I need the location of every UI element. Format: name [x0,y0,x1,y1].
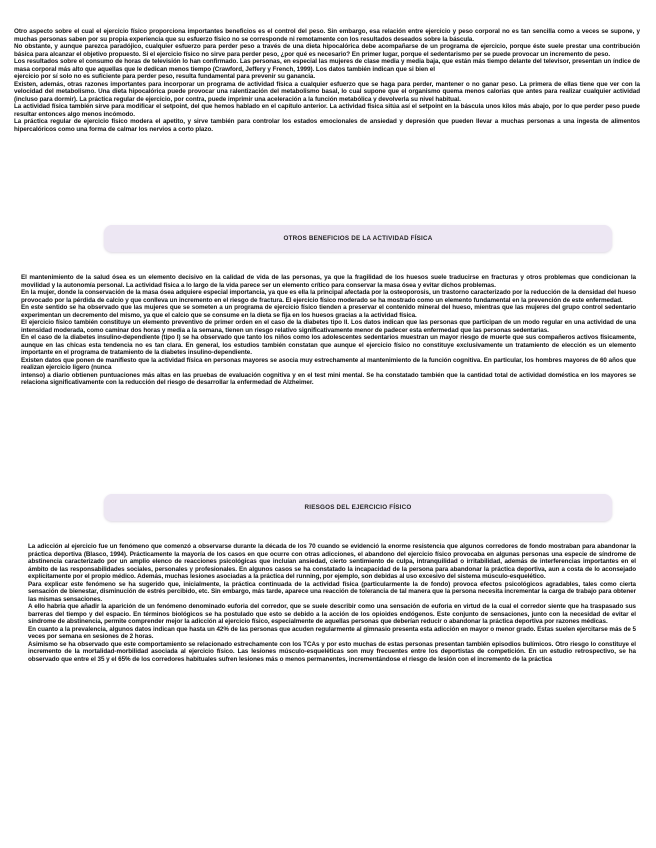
paragraph: intenso) a diario obtienen puntuaciones más altas en las pruebas de evaluación cognitiva y en el test mini mental. Se ha constatado también que la cantidad total de actividad doméstica en los mayores se relaciona significativamente con la reducción del riesgo de desarrollar la enfermedad de Alzheimer. [21,371,636,386]
paragraph: En cuanto a la prevalencia, algunos datos indican que hasta un 42% de las personas que acuden regularmente al gimnasio presenta esta adicción en mayor o menor grado. Estas suelen ejercitarse más de 5 veces por semana en sesiones de 2 horas. [28,625,636,640]
paragraph: En este sentido se ha observado que las mujeres que se someten a un programa de ejercicio físico tienden a preservar el contenido mineral del hueso, mientras que las mujeres del grupo control sedentario experimentan un decremento del mismo, ya que el calcio que se consume en la dieta se fija en los huesos gracias a la actividad física. [21,304,636,319]
paragraph: Para explicar este fenómeno se ha sugerido que, inicialmente, la práctica continuada de la actividad física (particularmente la de fondo) provoca efectos psicológicos agradables, tales como cierta sensación de bienestar, disminución de estrés percibido, etc. Sin embargo, más tarde, aparece una reacción de tolerancia de tal manera que la persona necesita incrementar la carga de trabajo para obtener las mismas sensaciones. [28,580,636,603]
intro-weight-control-text [14,28,640,133]
paragraph: La actividad física también sirve para modificar el setpoint, del que hemos hablado en el capítulo anterior. La actividad física sitúa así el setpoint en la báscula unos kilos más abajo, por lo que perder peso puede resultar entonces algo menos incómodo. [14,103,640,118]
section-heading-other-benefits: OTROS BENEFICIOS DE LA ACTIVIDAD FÍSICA [104,225,612,252]
paragraph: En el caso de la diabetes insulino-dependiente (tipo I) se ha observado que tanto los niños como los adolescentes sedentarios muestran un mayor riesgo de muerte que sus compañeros activos físicamente, aunque en las chicas esta tendencia no es tan clara. En general, los estudios también constatan que aunque el ejercicio físico no constituye exclusivamente un tratamiento de elección es un elemento importante en el programa de tratamiento de la diabetes insulino-dependiente. [21,334,636,356]
section-heading-exercise-risks: RIESGOS DEL EJERCICIO FÍSICO [104,494,612,521]
paragraph: No obstante, y aunque parezca paradójico, cualquier esfuerzo para perder peso a través de una dieta hipocalórica debe acompañarse de un programa de ejercicio, porque éste suele prestar una contribución básica para alcanzar el objetivo propuesto. Si el ejercicio físico no sirve para perder peso, ¿por qué es necesario? En primer lugar, porque el sedentarismo per se puede provocar un incremento de peso. [14,43,640,58]
paragraph: Asimismo se ha observado que este comportamiento se relacionado estrechamente con los TCAs y por esto muchas de estas personas presentan también episodios bulímicos. Otro riesgo lo constituye el incremento de la mortalidad-morbilidad asociada al ejercicio físico. Las lesiones músculo-esqueléticas son muy frecuentes entre los deportistas de competición. En un estudio retrospectivo, se ha observado que entre el 35 y el 65% de los corredores habituales sufren lesiones más o menos permanentes, incrementándose el riesgo de lesión con el incremento de la práctica [28,640,636,663]
paragraph: A ello habría que añadir la aparición de un fenómeno denominado euforia del corredor, que se suele describir como una sensación de euforia en virtud de la cual el corredor siente que ha traspasado sus barreras del tiempo y del espacio. En términos biológicos se ha postulado que esto se debido a la acción de los opioides endógenos. Este conjunto de sensaciones, junto con la necesidad de evitar el síndrome de abstinencia, permite comprender mejor la adicción al ejercicio físico, especialmente de aquellas personas que deberían reducir o abandonar la práctica deportiva por razones médicas. [28,603,636,625]
paragraph: Existen datos que ponen de manifiesto que la actividad física en personas mayores se asocia muy estrechamente al mantenimiento de la función cognitiva. En particular, los hombres mayores de 60 años que realizan ejercicio ligero (nunca [21,356,636,371]
other-benefits-text [21,274,636,387]
paragraph: El ejercicio físico también constituye un elemento preventivo de primer orden en el caso de la diabetes tipo II. Los datos indican que las personas que participan de un modo regular en una actividad de una intensidad moderada, como caminar dos horas y media a la semana, tienen un riesgo relativo significativamente menor de padecer esta enfermedad que las personas sedentarias. [21,319,636,334]
paragraph: ejercicio por sí solo no es suficiente para perder peso, resulta fundamental para prevenir su ganancia. [14,73,316,80]
paragraph: El mantenimiento de la salud ósea es un elemento decisivo en la calidad de vida de las personas, ya que la fragilidad de los huesos suele traducirse en fracturas y otros problemas que condicionan la movilidad y la autonomía personal. La actividad física a lo largo de la vida parece ser un elemento crítico para conservar la masa ósea y evitar dichos problemas. [21,274,636,289]
paragraph: En la mujer, donde la conservación de la masa ósea adquiere especial importancia, ya que es ella la principal afectada por la osteoporosis, un trastorno caracterizado por la reducción de la densidad del hueso provocado por la pérdida de calcio y que conlleva un incremento en el riesgo de fractura. El ejercicio físico moderado se ha mostrado como un elemento fundamental en la prevención de este enfermedad. [21,289,636,304]
paragraph: Existen, además, otras razones importantes para incorporar un programa de actividad física a cualquier esfuerzo que se haga para perder, mantener o no ganar peso. La primera de ellas tiene que ver con la velocidad del metabolismo. Una dieta hipocalórica puede provocar una ralentización del metabolismo basal, lo cual supone que el organismo quema menos calorías que antes para realizar cualquier actividad (incluso para dormir). La práctica regular de ejercicio, por contra, puede imprimir una aceleración a la función metabólica y devolverla su nivel habitual. [14,80,640,103]
paragraph: Otro aspecto sobre el cual el ejercicio físico proporciona importantes beneficios es el control del peso. Sin embargo, esa relación entre ejercicio y peso corporal no es tan sencilla como a veces se supone, y muchas personas saben por su propia experiencia que su esfuerzo físico no se corresponde ni remotamente con los resultados deseados sobre la báscula. [14,28,640,43]
exercise-risks-text [28,543,636,663]
paragraph: La práctica regular de ejercicio físico modera el apetito, y sirve también para controlar los estados emocionales de ansiedad y depresión que pueden llevar a muchas personas a una ingesta de alimentos hipercalóricos como una forma de calmar los nervios a corto plazo. [14,118,640,133]
paragraph: Los resultados sobre el consumo de horas de televisión lo han confirmado. Las personas, en especial las mujeres de clase media y media baja, que están más tiempo delante del televisor, presentan un índice de masa corporal más alto que aquellas que le dedican menos tiempo (Crawford, Jeffery y French, 1999). Los datos también indican que si bien el [14,58,640,73]
paragraph: La adicción al ejercicio fue un fenómeno que comenzó a observarse durante la década de los 70 cuando se evidenció la enorme resistencia que algunos corredores de fondo mostraban para abandonar la práctica deportiva (Blasco, 1994). Prácticamente la mayoría de los casos en que ocurre con otras adicciones, el abandono del ejercicio físico provocaba en algunas personas una especie de síndrome de abstinencia caracterizado por un amplio elenco de reacciones psicológicas que incluían ansiedad, cierto sentimiento de culpa, intranquilidad o irritabilidad, además de interferencias importantes en el ámbito de las responsabilidades sociales, personales y profesionales. En algunos casos se ha constatado la incapacidad de la persona para abandonar la práctica deportiva, aun a costa de lo aconsejado explícitamente por el propio médico. Además, muchas lesiones asociadas a la práctica del running, por ejemplo, son debidas al uso excesivo del sistema músculo-esquelético. [28,543,636,580]
